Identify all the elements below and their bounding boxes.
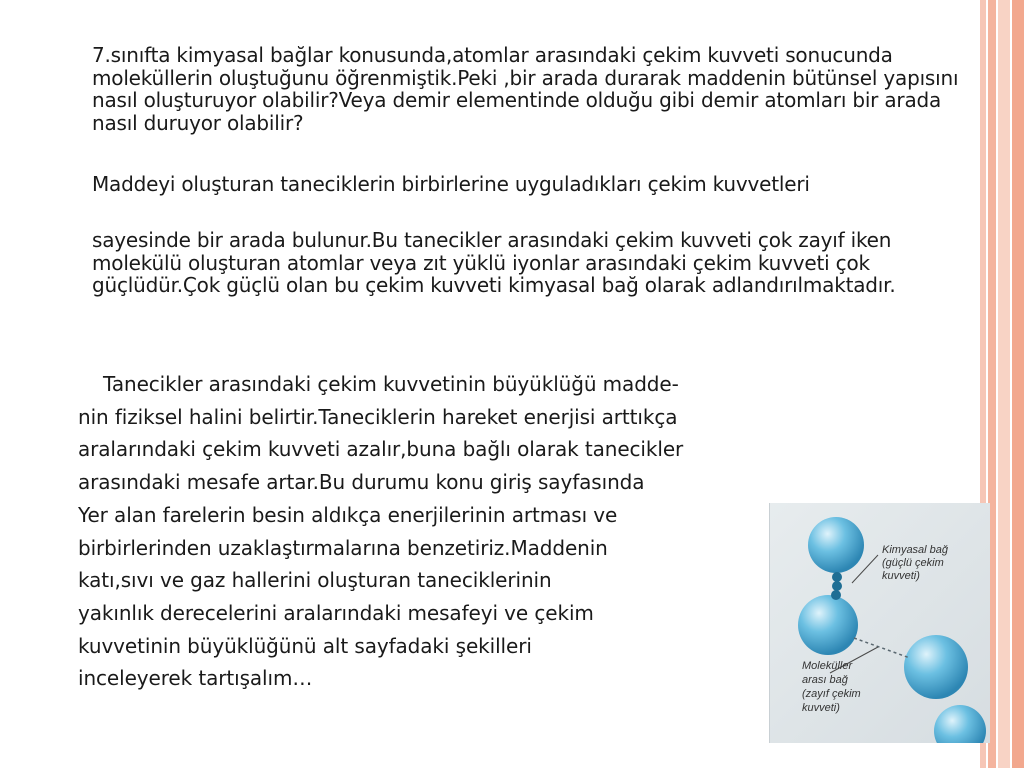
- stripe: [998, 0, 1010, 768]
- weak-bond-label: Moleküller arası bağ (zayıf çekim kuvveti): [802, 660, 861, 714]
- attraction-paragraph: Maddeyi oluşturan taneciklerin birbirlerine uyguladıkları çekim kuvvetleri: [92, 172, 810, 196]
- text-line: Tanecikler arasındaki çekim kuvvetinin büyüklüğü madde-: [78, 372, 679, 396]
- chemical-bond-paragraph: sayesinde bir arada bulunur.Bu tanecikler arasındaki çekim kuvveti çok zayıf iken molekülü oluşturan atomlar veya zıt yüklü iyonlar arasındaki çekim kuvveti çok güçlüdür.Çok güçlü olan bu çekim kuvveti kimyasal bağ olarak adlandırılmaktadır.: [92, 228, 896, 297]
- text-line: yakınlık derecelerini aralarındaki mesafeyi ve çekim: [78, 600, 594, 625]
- text-line: birbirlerinden uzaklaştırmalarına benzetiriz.Maddenin: [78, 535, 608, 560]
- atom: [808, 517, 864, 573]
- bond-dot: [832, 581, 842, 591]
- states-of-matter-text: [78, 368, 878, 695]
- text-line: katı,sıvı ve gaz hallerini oluşturan taneciklerinin: [78, 568, 552, 593]
- molecule-bond-figure: [769, 503, 990, 743]
- molecule-diagram: [770, 503, 990, 743]
- text-line: nin fiziksel halini belirtir.Taneciklerin hareket enerjisi arttıkça: [78, 404, 678, 429]
- atom: [798, 595, 858, 655]
- text-line: kuvvetinin büyüklüğünü alt sayfadaki şekilleri: [78, 633, 532, 658]
- intro-paragraph: 7.sınıfta kimyasal bağlar konusunda,atomlar arasındaki çekim kuvveti sonucunda moleküllerin oluştuğunu öğrenmiştik.Peki ,bir arada durarak maddenin bütünsel yapısını nasıl oluşturuyor olabilir?Veya demir elementinde olduğu gibi demir atomları bir arada nasıl duruyor olabilir?: [92, 43, 959, 135]
- text-line: Yer alan farelerin besin aldıkça enerjilerinin artması ve: [78, 502, 618, 527]
- strong-bond-label: Kimyasal bağ (güçlü çekim kuvveti): [882, 544, 949, 582]
- text-line: inceleyerek tartışalım…: [78, 666, 313, 691]
- atom: [934, 705, 986, 743]
- text-line: arasındaki mesafe artar.Bu durumu konu giriş sayfasında: [78, 470, 645, 495]
- bond-dot: [831, 590, 841, 600]
- bond-dot: [832, 572, 842, 582]
- atom: [904, 635, 968, 699]
- text-line: aralarındaki çekim kuvveti azalır,buna bağlı olarak tanecikler: [78, 437, 684, 462]
- stripe: [1012, 0, 1024, 768]
